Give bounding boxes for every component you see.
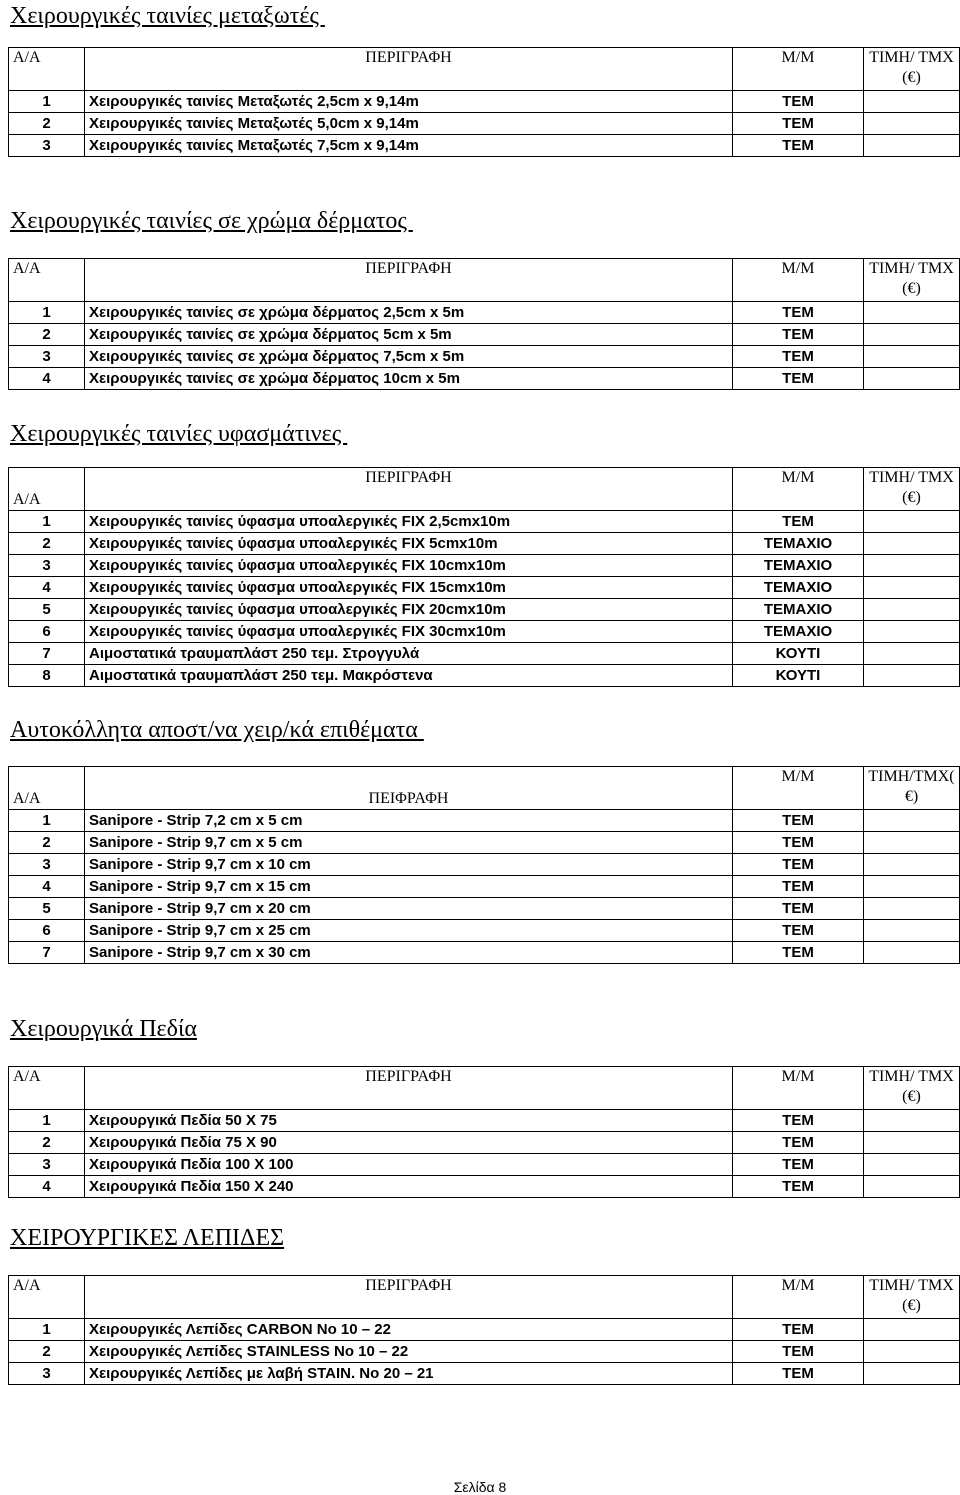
unit-price-cell <box>864 1341 960 1363</box>
item-description: Χειρουργικές ταινίες ύφασμα υποαλεργικές FIX 30cmx10m <box>85 621 733 643</box>
row-number: 1 <box>9 302 85 324</box>
item-description: Χειρουργικές Λεπίδες CARBON No 10 – 22 <box>85 1319 733 1341</box>
table-row <box>9 665 960 687</box>
unit-price-cell <box>864 599 960 621</box>
item-description: Sanipore - Strip 9,7 cm x 15 cm <box>85 876 733 898</box>
table-row <box>9 876 960 898</box>
header-description: ΠΕΡΙΓΡΑΦΗ <box>85 1067 733 1110</box>
header-price-line2: €) <box>904 788 919 805</box>
header-price <box>864 1067 960 1110</box>
row-number: 3 <box>9 135 85 157</box>
table-header-row <box>9 1067 960 1110</box>
section-title: ΧΕΙΡΟΥΡΓΙΚΕΣ ΛΕΠΙΔΕΣ <box>10 1225 285 1251</box>
unit-of-measure: ΤΕΜ <box>733 91 864 113</box>
header-price <box>864 468 960 511</box>
unit-of-measure: ΤΕΜΑΧΙΟ <box>733 621 864 643</box>
section-title: Αυτοκόλλητα αποστ/να χειρ/κά επιθέματα <box>10 717 424 743</box>
unit-price-cell <box>864 91 960 113</box>
row-number: 3 <box>9 1154 85 1176</box>
unit-price-cell <box>864 1363 960 1385</box>
table-row <box>9 1132 960 1154</box>
header-price-line1: ΤΙΜΗ/ ΤΜΧ <box>869 1277 954 1294</box>
header-price-line1: ΤΙΜΗ/ ΤΜΧ <box>869 469 954 486</box>
unit-of-measure: ΤΕΜ <box>733 1132 864 1154</box>
row-number: 2 <box>9 832 85 854</box>
table-row <box>9 368 960 390</box>
table-row <box>9 599 960 621</box>
table-row <box>9 555 960 577</box>
unit-of-measure: ΤΕΜ <box>733 920 864 942</box>
item-description: Χειρουργικές Λεπίδες STAINLESS No 10 – 22 <box>85 1341 733 1363</box>
table-row <box>9 1154 960 1176</box>
item-description: Sanipore - Strip 7,2 cm x 5 cm <box>85 810 733 832</box>
table-header-row <box>9 767 960 810</box>
row-number: 4 <box>9 1176 85 1198</box>
unit-of-measure: ΤΕΜ <box>733 302 864 324</box>
unit-price-cell <box>864 511 960 533</box>
item-description: Χειρουργικές Λεπίδες με λαβή STAIN. No 20 – 21 <box>85 1363 733 1385</box>
item-description: Χειρουργικές ταινίες Μεταξωτές 5,0cm x 9,14m <box>85 113 733 135</box>
unit-of-measure: ΚΟΥΤΙ <box>733 643 864 665</box>
unit-price-cell <box>864 346 960 368</box>
unit-price-cell <box>864 1132 960 1154</box>
unit-of-measure: ΤΕΜ <box>733 1363 864 1385</box>
row-number: 1 <box>9 1319 85 1341</box>
unit-of-measure: ΤΕΜ <box>733 135 864 157</box>
header-price <box>864 767 960 810</box>
header-description: ΠΕΡΙΓΡΑΦΗ <box>85 48 733 91</box>
row-number: 7 <box>9 942 85 964</box>
header-aa: Α/Α <box>9 1067 85 1110</box>
item-description: Χειρουργικές ταινίες σε χρώμα δέρματος 10cm x 5m <box>85 368 733 390</box>
unit-price-cell <box>864 1176 960 1198</box>
unit-price-cell <box>864 665 960 687</box>
unit-of-measure: ΤΕΜ <box>733 1154 864 1176</box>
unit-price-cell <box>864 1154 960 1176</box>
header-description: ΠΕΙΦΡΑΦΗ <box>85 767 733 810</box>
item-description: Χειρουργικές ταινίες σε χρώμα δέρματος 5cm x 5m <box>85 324 733 346</box>
product-table <box>8 1275 960 1385</box>
item-description: Sanipore - Strip 9,7 cm x 5 cm <box>85 832 733 854</box>
unit-price-cell <box>864 942 960 964</box>
header-price-line2: (€) <box>902 1088 921 1105</box>
header-unit: Μ/Μ <box>733 767 864 810</box>
row-number: 2 <box>9 1341 85 1363</box>
item-description: Χειρουργικά Πεδία 50 Χ 75 <box>85 1110 733 1132</box>
row-number: 1 <box>9 91 85 113</box>
header-aa: Α/Α <box>9 468 85 511</box>
row-number: 1 <box>9 810 85 832</box>
header-price-line2: (€) <box>902 69 921 86</box>
table-row <box>9 1363 960 1385</box>
unit-price-cell <box>864 876 960 898</box>
table-row <box>9 1176 960 1198</box>
row-number: 3 <box>9 1363 85 1385</box>
product-table <box>8 467 960 687</box>
unit-of-measure: ΤΕΜ <box>733 832 864 854</box>
row-number: 7 <box>9 643 85 665</box>
header-price <box>864 48 960 91</box>
row-number: 2 <box>9 324 85 346</box>
item-description: Χειρουργικές ταινίες ύφασμα υποαλεργικές FIX 2,5cmx10m <box>85 511 733 533</box>
item-description: Χειρουργικές ταινίες ύφασμα υποαλεργικές FIX 20cmx10m <box>85 599 733 621</box>
unit-of-measure: ΤΕΜ <box>733 942 864 964</box>
row-number: 2 <box>9 533 85 555</box>
item-description: Χειρουργικά Πεδία 150 Χ 240 <box>85 1176 733 1198</box>
row-number: 4 <box>9 876 85 898</box>
row-number: 2 <box>9 113 85 135</box>
section-title: Χειρουργικές ταινίες μεταξωτές <box>10 3 325 29</box>
table-row <box>9 854 960 876</box>
item-description: Αιμοστατικά τραυμαπλάστ 250 τεμ. Μακρόστενα <box>85 665 733 687</box>
unit-of-measure: ΤΕΜ <box>733 324 864 346</box>
header-unit: Μ/Μ <box>733 1067 864 1110</box>
unit-price-cell <box>864 621 960 643</box>
unit-price-cell <box>864 854 960 876</box>
unit-price-cell <box>864 302 960 324</box>
header-description: ΠΕΡΙΓΡΑΦΗ <box>85 259 733 302</box>
table-row <box>9 91 960 113</box>
item-description: Χειρουργικά Πεδία 75 Χ 90 <box>85 1132 733 1154</box>
unit-of-measure: ΤΕΜΑΧΙΟ <box>733 577 864 599</box>
header-aa: Α/Α <box>9 1276 85 1319</box>
table-row <box>9 113 960 135</box>
unit-of-measure: ΤΕΜ <box>733 511 864 533</box>
unit-of-measure: ΤΕΜ <box>733 1176 864 1198</box>
header-price-line2: (€) <box>902 489 921 506</box>
unit-of-measure: ΤΕΜ <box>733 1319 864 1341</box>
table-row <box>9 577 960 599</box>
unit-price-cell <box>864 810 960 832</box>
item-description: Sanipore - Strip 9,7 cm x 10 cm <box>85 854 733 876</box>
table-row <box>9 135 960 157</box>
header-unit: Μ/Μ <box>733 1276 864 1319</box>
unit-of-measure: ΤΕΜ <box>733 346 864 368</box>
item-description: Χειρουργικές ταινίες ύφασμα υποαλεργικές FIX 5cmx10m <box>85 533 733 555</box>
header-aa: Α/Α <box>9 767 85 810</box>
header-price-line1: ΤΙΜΗ/ ΤΜΧ <box>869 1068 954 1085</box>
item-description: Αιμοστατικά τραυμαπλάστ 250 τεμ. Στρογγυλά <box>85 643 733 665</box>
table-header-row <box>9 468 960 511</box>
header-price-line1: ΤΙΜΗ/ ΤΜΧ <box>869 49 954 66</box>
section-title: Χειρουργικές ταινίες σε χρώμα δέρματος <box>10 208 413 234</box>
unit-of-measure: ΤΕΜ <box>733 1110 864 1132</box>
product-table <box>8 258 960 390</box>
table-row <box>9 302 960 324</box>
item-description: Χειρουργικές ταινίες ύφασμα υποαλεργικές FIX 10cmx10m <box>85 555 733 577</box>
unit-price-cell <box>864 898 960 920</box>
unit-price-cell <box>864 555 960 577</box>
unit-of-measure: ΤΕΜΑΧΙΟ <box>733 599 864 621</box>
header-aa: Α/Α <box>9 259 85 302</box>
table-row <box>9 832 960 854</box>
unit-of-measure: ΚΟΥΤΙ <box>733 665 864 687</box>
row-number: 3 <box>9 346 85 368</box>
header-price-line1: ΤΙΜΗ/ ΤΜΧ <box>869 260 954 277</box>
unit-price-cell <box>864 533 960 555</box>
row-number: 1 <box>9 1110 85 1132</box>
table-row <box>9 810 960 832</box>
header-aa: Α/Α <box>9 48 85 91</box>
row-number: 6 <box>9 621 85 643</box>
unit-price-cell <box>864 113 960 135</box>
table-row <box>9 1110 960 1132</box>
table-row <box>9 1319 960 1341</box>
unit-price-cell <box>864 368 960 390</box>
unit-of-measure: ΤΕΜ <box>733 1341 864 1363</box>
row-number: 3 <box>9 555 85 577</box>
section-title: Χειρουργικά Πεδία <box>10 1016 197 1042</box>
table-row <box>9 643 960 665</box>
unit-of-measure: ΤΕΜ <box>733 898 864 920</box>
unit-of-measure: ΤΕΜ <box>733 810 864 832</box>
unit-price-cell <box>864 1319 960 1341</box>
table-header-row <box>9 259 960 302</box>
item-description: Χειρουργικές ταινίες σε χρώμα δέρματος 2,5cm x 5m <box>85 302 733 324</box>
unit-of-measure: ΤΕΜΑΧΙΟ <box>733 555 864 577</box>
table-row <box>9 324 960 346</box>
header-unit: Μ/Μ <box>733 48 864 91</box>
section-title: Χειρουργικές ταινίες υφασμάτινες <box>10 421 348 447</box>
unit-price-cell <box>864 1110 960 1132</box>
header-price-line2: (€) <box>902 1297 921 1314</box>
table-row <box>9 346 960 368</box>
row-number: 6 <box>9 920 85 942</box>
item-description: Χειρουργικές ταινίες σε χρώμα δέρματος 7,5cm x 5m <box>85 346 733 368</box>
header-unit: Μ/Μ <box>733 259 864 302</box>
unit-price-cell <box>864 577 960 599</box>
unit-price-cell <box>864 324 960 346</box>
item-description: Χειρουργικές ταινίες ύφασμα υποαλεργικές FIX 15cmx10m <box>85 577 733 599</box>
table-row <box>9 920 960 942</box>
unit-of-measure: ΤΕΜ <box>733 854 864 876</box>
row-number: 8 <box>9 665 85 687</box>
item-description: Χειρουργικές ταινίες Μεταξωτές 2,5cm x 9,14m <box>85 91 733 113</box>
row-number: 3 <box>9 854 85 876</box>
unit-price-cell <box>864 832 960 854</box>
row-number: 4 <box>9 577 85 599</box>
header-unit: Μ/Μ <box>733 468 864 511</box>
header-price <box>864 1276 960 1319</box>
row-number: 2 <box>9 1132 85 1154</box>
table-row <box>9 511 960 533</box>
product-table <box>8 47 960 157</box>
table-header-row <box>9 1276 960 1319</box>
table-row <box>9 621 960 643</box>
unit-of-measure: ΤΕΜ <box>733 876 864 898</box>
table-row <box>9 533 960 555</box>
table-row <box>9 942 960 964</box>
unit-of-measure: ΤΕΜΑΧΙΟ <box>733 533 864 555</box>
row-number: 1 <box>9 511 85 533</box>
item-description: Sanipore - Strip 9,7 cm x 30 cm <box>85 942 733 964</box>
item-description: Sanipore - Strip 9,7 cm x 20 cm <box>85 898 733 920</box>
header-description: ΠΕΡΙΓΡΑΦΗ <box>85 468 733 511</box>
row-number: 5 <box>9 898 85 920</box>
unit-price-cell <box>864 920 960 942</box>
product-table <box>8 766 960 964</box>
header-price <box>864 259 960 302</box>
unit-price-cell <box>864 643 960 665</box>
item-description: Sanipore - Strip 9,7 cm x 25 cm <box>85 920 733 942</box>
row-number: 5 <box>9 599 85 621</box>
item-description: Χειρουργικά Πεδία 100 Χ 100 <box>85 1154 733 1176</box>
header-price-line2: (€) <box>902 280 921 297</box>
unit-price-cell <box>864 135 960 157</box>
unit-of-measure: ΤΕΜ <box>733 368 864 390</box>
unit-of-measure: ΤΕΜ <box>733 113 864 135</box>
row-number: 4 <box>9 368 85 390</box>
table-header-row <box>9 48 960 91</box>
item-description: Χειρουργικές ταινίες Μεταξωτές 7,5cm x 9,14m <box>85 135 733 157</box>
table-row <box>9 1341 960 1363</box>
header-price-line1: ΤΙΜΗ/ΤΜΧ( <box>868 768 955 785</box>
table-row <box>9 898 960 920</box>
header-description: ΠΕΡΙΓΡΑΦΗ <box>85 1276 733 1319</box>
product-table <box>8 1066 960 1198</box>
page-number: Σελίδα 8 <box>453 1479 507 1495</box>
